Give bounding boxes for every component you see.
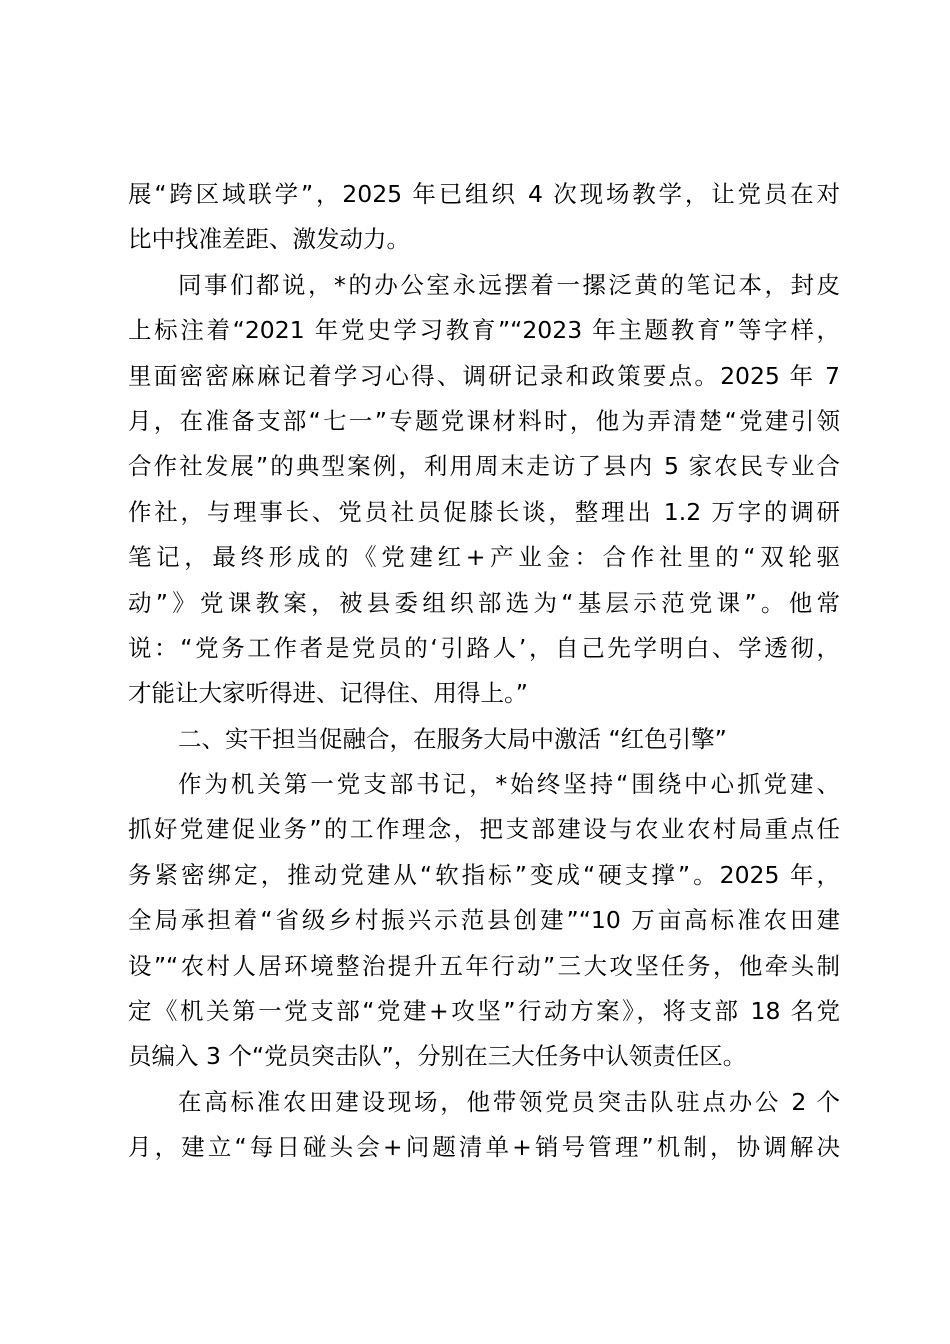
text-line: 动”》党课教案，被县委组织部选为“基层示范党课”。他常 xyxy=(128,588,840,617)
text-line: 抓好党建促业务”的工作理念，把支部建设与农业农村局重点任 xyxy=(128,815,840,844)
text-line: 全局承担着“省级乡村振兴示范县创建”“10 万亩高标准农田建 xyxy=(128,906,840,935)
text-line: 月，在准备支部“七一”专题党课材料时，他为弄清楚“党建引领 xyxy=(128,406,840,435)
text-line: 里面密密麻麻记着学习心得、调研记录和政策要点。2025 年 7 xyxy=(128,361,840,390)
text-line: 比中找准差距、激发动力。 xyxy=(128,225,410,254)
document-body xyxy=(128,172,840,1171)
text-line: 才能让大家听得进、记得住、用得上。” xyxy=(128,679,528,708)
text-line: 作为机关第一党支部书记，*始终坚持“围绕中心抓党建、 xyxy=(178,770,840,799)
text-line: 二、实干担当促融合，在服务大局中激活 “红色引擎” xyxy=(178,724,727,753)
text-line: 说：“党务工作者是党员的‘引路人’，自己先学明白、学透彻， xyxy=(128,633,840,662)
text-line: 上标注着“2021 年党史学习教育”“2023 年主题教育”等字样， xyxy=(128,316,840,345)
text-line: 员编入 3 个“党员突击队”，分别在三大任务中认领责任区。 xyxy=(128,1042,747,1071)
text-line: 作社，与理事长、党员社员促膝长谈，整理出 1.2 万字的调研 xyxy=(128,497,840,526)
text-line: 月，建立“每日碰头会+问题清单+销号管理”机制，协调解决 xyxy=(128,1133,840,1162)
text-line: 合作社发展”的典型案例，利用周末走访了县内 5 家农民专业合 xyxy=(128,452,840,481)
text-line: 笔记，最终形成的《党建红+产业金：合作社里的“双轮驱 xyxy=(128,543,840,572)
text-line: 务紧密绑定，推动党建从“软指标”变成“硬支撑”。2025 年， xyxy=(128,860,840,889)
text-line: 展“跨区域联学”，2025 年已组织 4 次现场教学，让党员在对 xyxy=(128,180,840,208)
text-line: 定《机关第一党支部“党建+攻坚”行动方案》，将支部 18 名党 xyxy=(128,997,840,1026)
text-line: 在高标准农田建设现场，他带领党员突击队驻点办公 2 个 xyxy=(178,1087,840,1116)
text-line: 同事们都说，*的办公室永远摆着一摞泛黄的笔记本，封皮 xyxy=(178,270,840,299)
text-line: 设”“农村人居环境整治提升五年行动”三大攻坚任务，他牵头制 xyxy=(128,951,840,980)
